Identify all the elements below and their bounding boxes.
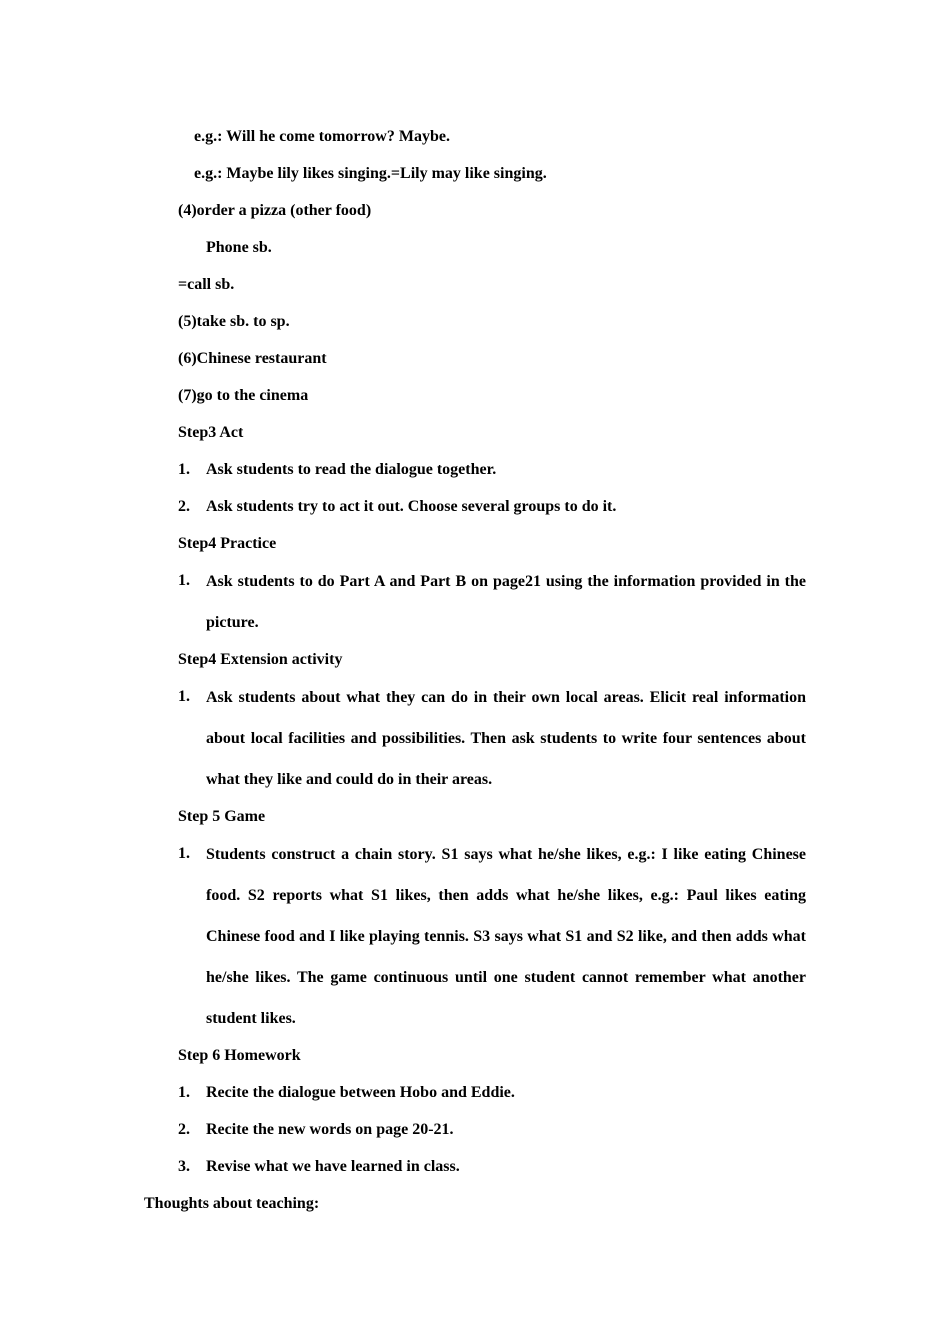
list-number: 1.	[178, 1084, 190, 1101]
list-item: Students construct a chain story. S1 says what he/she likes, e.g.: I like eating Chinese food. S2 reports what S1 likes, then adds what he/she likes, e.g.: Paul likes eating Chinese food and I like playing tennis. S3 says what S1 and S2 like, and then adds what he/she likes. The game continuous until one student cannot remember what another student likes.	[206, 846, 806, 1027]
section-heading: Step4 Extension activity	[178, 651, 343, 668]
thoughts-heading: Thoughts about teaching:	[144, 1195, 320, 1212]
list-item: Revise what we have learned in class.	[206, 1158, 460, 1175]
phrase-line: (5)take sb. to sp.	[178, 313, 290, 330]
example-line: e.g.: Will he come tomorrow? Maybe.	[194, 128, 450, 145]
list-number: 2.	[178, 1121, 190, 1138]
list-number: 1.	[178, 572, 190, 589]
section-heading: Step4 Practice	[178, 535, 277, 552]
list-number: 1.	[178, 688, 190, 705]
list-item: Ask students try to act it out. Choose several groups to do it.	[206, 498, 617, 515]
phrase-line: =call sb.	[178, 276, 235, 293]
list-number: 3.	[178, 1158, 190, 1175]
phrase-line: (7)go to the cinema	[178, 387, 309, 404]
list-number: 2.	[178, 498, 190, 515]
list-number: 1.	[178, 461, 190, 478]
list-item: Recite the new words on page 20-21.	[206, 1121, 454, 1138]
phrase-line: Phone sb.	[206, 239, 272, 256]
list-item: Recite the dialogue between Hobo and Eddie.	[206, 1084, 515, 1101]
list-item: Ask students to read the dialogue together.	[206, 461, 497, 478]
example-line: e.g.: Maybe lily likes singing.=Lily may like singing.	[194, 165, 547, 182]
list-number: 1.	[178, 845, 190, 862]
section-heading: Step 6 Homework	[178, 1047, 301, 1064]
list-item: Ask students to do Part A and Part B on page21 using the information provided in the picture.	[206, 573, 806, 631]
section-heading: Step 5 Game	[178, 808, 266, 825]
phrase-line: (6)Chinese restaurant	[178, 350, 327, 367]
list-item: Ask students about what they can do in their own local areas. Elicit real information about local facilities and possibilities. Then ask students to write four sentences about what they like and could do in their areas.	[206, 689, 806, 788]
section-heading: Step3 Act	[178, 424, 244, 441]
phrase-line: (4)order a pizza (other food)	[178, 202, 372, 219]
